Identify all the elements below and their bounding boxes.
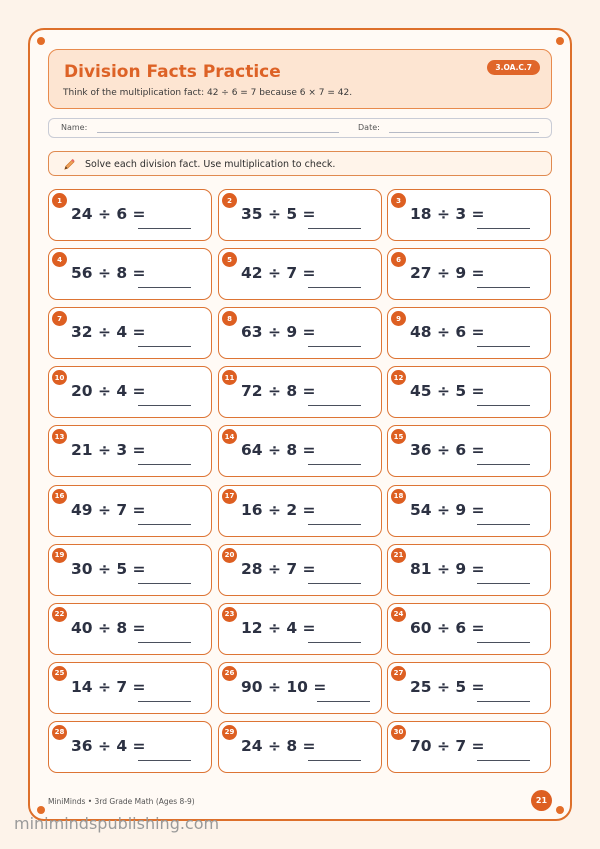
problem-text: 45 ÷ 5 =: [410, 382, 485, 401]
answer-line[interactable]: [308, 464, 361, 465]
problem-text: 70 ÷ 7 =: [410, 736, 485, 755]
corner-dot: [556, 37, 564, 45]
watermark: minimindspublishing.com: [14, 814, 220, 833]
problem-card: [218, 485, 382, 537]
answer-line[interactable]: [308, 228, 361, 229]
answer-line[interactable]: [477, 464, 530, 465]
problem-text: 21 ÷ 3 =: [71, 441, 146, 460]
problem-card: [387, 485, 551, 537]
problem-text: 48 ÷ 6 =: [410, 323, 485, 342]
problem-card: [218, 603, 382, 655]
answer-line[interactable]: [477, 524, 530, 525]
problem-text: 27 ÷ 9 =: [410, 264, 485, 283]
date-field[interactable]: [389, 132, 539, 133]
problem-number-badge: 16: [52, 489, 67, 504]
problem-card: [218, 662, 382, 714]
problem-text: 25 ÷ 5 =: [410, 677, 485, 696]
problem-number-badge: 28: [52, 725, 67, 740]
problem-text: 18 ÷ 3 =: [410, 205, 485, 223]
name-date-bar: [48, 118, 552, 138]
problem-number-badge: 1: [52, 193, 67, 208]
problem-text: 42 ÷ 7 =: [241, 264, 316, 283]
problem-text: 64 ÷ 8 =: [241, 441, 316, 460]
answer-line[interactable]: [477, 287, 530, 288]
problem-number-badge: 8: [222, 311, 237, 326]
answer-line[interactable]: [138, 642, 191, 643]
answer-line[interactable]: [308, 524, 361, 525]
problem-text: 12 ÷ 4 =: [241, 618, 316, 637]
corner-dot: [37, 806, 45, 814]
answer-line[interactable]: [477, 701, 530, 702]
problem-text: 49 ÷ 7 =: [71, 500, 146, 519]
answer-line[interactable]: [138, 405, 191, 406]
problem-text: 24 ÷ 6 =: [71, 205, 146, 223]
answer-line[interactable]: [308, 287, 361, 288]
problem-card: [48, 544, 212, 596]
problem-card: [218, 366, 382, 418]
problem-card: [218, 425, 382, 477]
problem-text: 72 ÷ 8 =: [241, 382, 316, 401]
problem-number-badge: 25: [52, 666, 67, 681]
problem-text: 14 ÷ 7 =: [71, 677, 146, 696]
footer-credit: MiniMinds • 3rd Grade Math (Ages 8-9): [48, 797, 195, 806]
problem-number-badge: 12: [391, 370, 406, 385]
problem-number-badge: 23: [222, 607, 237, 622]
problem-text: 24 ÷ 8 =: [241, 736, 316, 755]
problem-text: 16 ÷ 2 =: [241, 500, 316, 519]
problem-card: [48, 603, 212, 655]
name-label: Name:: [61, 123, 88, 132]
answer-line[interactable]: [477, 642, 530, 643]
problem-card: [48, 307, 212, 359]
problem-card: [387, 307, 551, 359]
problem-text: 40 ÷ 8 =: [71, 618, 146, 637]
page-number-badge: 21: [531, 790, 552, 811]
problem-number-badge: 27: [391, 666, 406, 681]
problem-card: [48, 366, 212, 418]
page-subtitle: Think of the multiplication fact: 42 ÷ 6 = 7 because 6 × 7 = 42.: [63, 88, 353, 98]
problem-card: [218, 189, 382, 241]
answer-line[interactable]: [138, 464, 191, 465]
problem-text: 36 ÷ 6 =: [410, 441, 485, 460]
problem-text: 54 ÷ 9 =: [410, 500, 485, 519]
name-field[interactable]: [97, 132, 339, 133]
problem-card: [387, 603, 551, 655]
standard-badge: 3.OA.C.7: [487, 60, 540, 75]
answer-line[interactable]: [138, 228, 191, 229]
answer-line[interactable]: [308, 760, 361, 761]
problem-number-badge: 2: [222, 193, 237, 208]
problem-card: [48, 189, 212, 241]
answer-line[interactable]: [308, 583, 361, 584]
problem-number-badge: 19: [52, 548, 67, 563]
problem-number-badge: 20: [222, 548, 237, 563]
problem-card: [387, 366, 551, 418]
problem-card: [387, 721, 551, 773]
problem-number-badge: 10: [52, 370, 67, 385]
page-title: Division Facts Practice: [64, 62, 281, 82]
header-banner: [48, 49, 552, 109]
problem-text: 32 ÷ 4 =: [71, 323, 146, 342]
corner-dot: [556, 806, 564, 814]
corner-dot: [37, 37, 45, 45]
problem-text: 90 ÷ 10 =: [241, 677, 327, 696]
answer-line[interactable]: [308, 642, 361, 643]
answer-line[interactable]: [317, 701, 370, 702]
answer-line[interactable]: [138, 346, 191, 347]
problem-text: 63 ÷ 9 =: [241, 323, 316, 342]
problem-text: 35 ÷ 5 =: [241, 205, 316, 223]
problem-text: 36 ÷ 4 =: [71, 736, 146, 755]
problem-grid: [48, 189, 552, 755]
answer-line[interactable]: [477, 346, 530, 347]
problem-card: [48, 662, 212, 714]
problem-number-badge: 15: [391, 429, 406, 444]
answer-line[interactable]: [308, 346, 361, 347]
answer-line[interactable]: [138, 760, 191, 761]
problem-number-badge: 26: [222, 666, 237, 681]
problem-text: 28 ÷ 7 =: [241, 559, 316, 578]
problem-text: 81 ÷ 9 =: [410, 559, 485, 578]
instructions-box: [48, 151, 552, 176]
answer-line[interactable]: [138, 287, 191, 288]
problem-text: 30 ÷ 5 =: [71, 559, 146, 578]
problem-number-badge: 5: [222, 252, 237, 267]
answer-line[interactable]: [477, 405, 530, 406]
problem-number-badge: 18: [391, 489, 406, 504]
problem-number-badge: 24: [391, 607, 406, 622]
problem-number-badge: 14: [222, 429, 237, 444]
problem-card: [48, 485, 212, 537]
answer-line[interactable]: [477, 583, 530, 584]
problem-number-badge: 22: [52, 607, 67, 622]
problem-number-badge: 7: [52, 311, 67, 326]
problem-number-badge: 6: [391, 252, 406, 267]
problem-card: [387, 544, 551, 596]
problem-card: [387, 248, 551, 300]
answer-line[interactable]: [138, 701, 191, 702]
problem-text: 20 ÷ 4 =: [71, 382, 146, 401]
problem-text: 56 ÷ 8 =: [71, 264, 146, 283]
problem-card: [218, 544, 382, 596]
problem-number-badge: 9: [391, 311, 406, 326]
problem-number-badge: 30: [391, 725, 406, 740]
answer-line[interactable]: [477, 228, 530, 229]
problem-number-badge: 4: [52, 252, 67, 267]
problem-card: [48, 248, 212, 300]
problem-number-badge: 11: [222, 370, 237, 385]
problem-card: [218, 248, 382, 300]
answer-line[interactable]: [477, 760, 530, 761]
problem-number-badge: 13: [52, 429, 67, 444]
problem-card: [48, 721, 212, 773]
problem-card: [48, 425, 212, 477]
pencil-icon: [63, 158, 76, 171]
problem-number-badge: 21: [391, 548, 406, 563]
problem-card: [387, 662, 551, 714]
answer-line[interactable]: [138, 524, 191, 525]
problem-card: [387, 425, 551, 477]
answer-line[interactable]: [138, 583, 191, 584]
answer-line[interactable]: [308, 405, 361, 406]
instructions-text: Solve each division fact. Use multiplication to check.: [85, 159, 336, 170]
problem-number-badge: 17: [222, 489, 237, 504]
problem-card: [218, 721, 382, 773]
problem-number-badge: 29: [222, 725, 237, 740]
date-label: Date:: [358, 123, 380, 132]
problem-text: 60 ÷ 6 =: [410, 618, 485, 637]
problem-card: [218, 307, 382, 359]
problem-number-badge: 3: [391, 193, 406, 208]
problem-card: [387, 189, 551, 241]
